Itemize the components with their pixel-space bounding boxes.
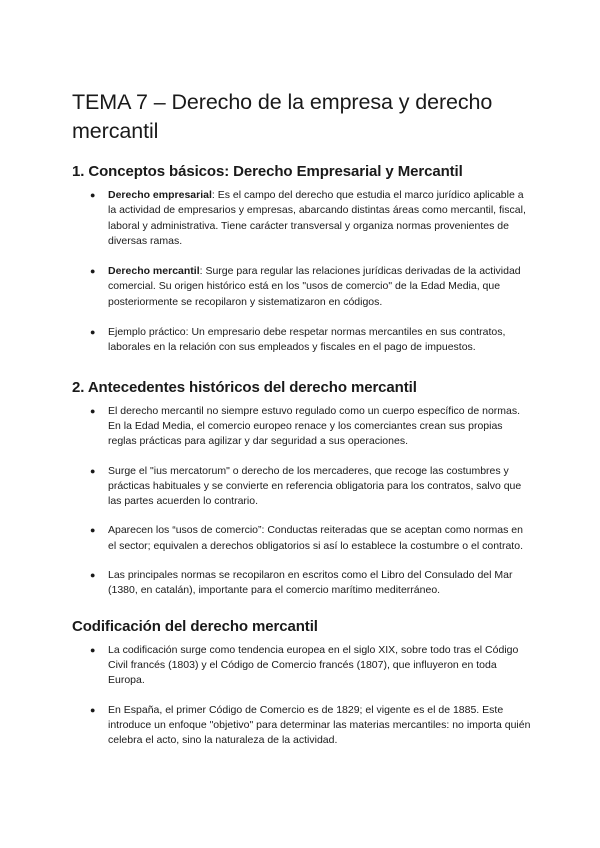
list-item <box>72 703 532 749</box>
item-text: Ejemplo práctico: Un empresario debe respetar normas mercantiles en sus contratos, laborales en la relación con sus empleados y fiscales en el pago de impuestos. <box>108 326 506 354</box>
bullet-icon: ● <box>90 525 96 536</box>
list-item <box>72 264 532 310</box>
item-text: La codificación surge como tendencia europea en el siglo XIX, sobre todo tras el Código Civil francés (1803) y el Código de Comercio francés (1807), que influyeron en toda Europa. <box>108 643 519 687</box>
bullet-icon: ● <box>90 570 96 581</box>
section-heading: 1. Conceptos básicos: Derecho Empresarial y Mercantil <box>72 163 463 180</box>
document-page <box>72 88 532 748</box>
list-item <box>72 568 532 599</box>
section-antecedentes-historicos <box>72 378 532 599</box>
item-text: Las principales normas se recopilaron en escritos como el Libro del Consulado del Mar (1380, en catalán), importante para el comercio marítimo mediterráneo. <box>108 569 513 597</box>
bullet-list <box>72 404 532 599</box>
bullet-icon: ● <box>90 327 96 338</box>
item-text: : Surge para regular las relaciones jurídicas derivadas de la actividad comercial. Su origen histórico está en los "usos de comercio" de la Edad Media, que posteriormente se recopilaron y sistematizaron en códigos. <box>108 265 521 308</box>
section-conceptos-basicos <box>72 162 532 356</box>
bullet-icon: ● <box>90 405 96 416</box>
list-item <box>72 464 532 510</box>
bullet-icon: ● <box>90 644 96 655</box>
bullet-list <box>72 643 532 749</box>
section-codificacion <box>72 617 532 749</box>
section-heading: Codificación del derecho mercantil <box>72 617 318 635</box>
list-item <box>72 188 532 249</box>
list-item <box>72 523 532 554</box>
item-text: Aparecen los “usos de comercio”: Conductas reiteradas que se aceptan como normas en el sector; equivalen a derechos obligatorios si así lo establece la costumbre o el contrato. <box>108 524 523 552</box>
list-item <box>72 325 532 356</box>
section-heading: 2. Antecedentes históricos del derecho mercantil <box>72 378 417 396</box>
list-item <box>72 404 532 450</box>
bullet-icon: ● <box>90 266 96 277</box>
bullet-icon: ● <box>90 465 96 476</box>
term-label: Derecho empresarial <box>108 189 212 201</box>
term-label: Derecho mercantil <box>108 265 200 278</box>
list-item <box>72 643 532 689</box>
item-text: El derecho mercantil no siempre estuvo regulado como un cuerpo específico de normas. En la Edad Media, el comercio europeo renace y los comerciantes crean sus propias reglas prácticas para agilizar y dar seguridad a sus operaciones. <box>108 404 521 448</box>
item-text: En España, el primer Código de Comercio es de 1829; el vigente es el de 1885. Este introduce un enfoque "objetivo" para determinar las materias mercantiles: no importa quién celebra el acto, sino la naturaleza de la actividad. <box>108 703 531 747</box>
bullet-icon: ● <box>90 704 96 715</box>
bullet-list <box>72 188 532 356</box>
item-text: Surge el "ius mercatorum" o derecho de los mercaderes, que recoge las costumbres y prácticas habituales y se convierte en referencia obligatoria para los contratos, salvo que las partes acuerden lo contrario. <box>108 464 522 508</box>
page-title: TEMA 7 – Derecho de la empresa y derecho mercantil <box>72 90 493 143</box>
bullet-icon: ● <box>90 190 96 200</box>
item-text: : Es el campo del derecho que estudia el marco jurídico aplicable a la actividad de empresarios y empresas, abarcando distintas áreas como mercantil, fiscal, laboral y administrativa. Tiene carácter transversal y organiza normas provenientes de diversas ramas. <box>108 189 526 247</box>
